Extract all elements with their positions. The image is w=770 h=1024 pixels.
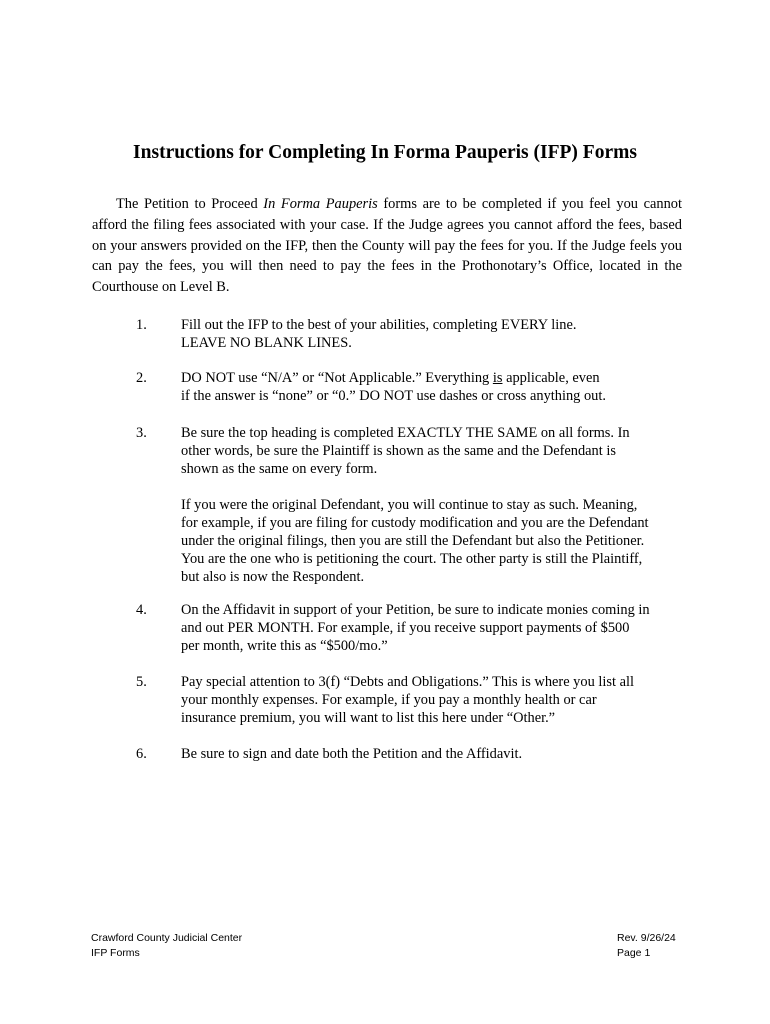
list-item-text [181, 424, 651, 586]
list-item-paragraph: If you were the original Defendant, you will continue to stay as such. Meaning, for example, if you are filing for custody modification and you are the Defendant under the original filings, then you are still the Defendant but also the Petitioner. You are the one who is petitioning the court. The other party is still the Plaintiff, but also is now the Respondent. [181, 497, 649, 585]
footer-page-number: Page 1 [617, 947, 651, 959]
intro-text-part2: forms are to be completed if you feel you cannot afford the filing fees associated with your case. If the Judge agrees you cannot afford the fees, based on your answers provided on the IFP, then the County will pay the fees for you. If the Judge feels you can pay the fees, you will then need to pay the fees in the Prothonotary’s Office, located in the Courthouse on Level B. [92, 196, 682, 296]
list-item-number: 4. [136, 602, 147, 618]
list-item-line: if the answer is “none” or “0.” DO NOT use dashes or cross anything out. [181, 388, 606, 404]
list-item-text [181, 316, 651, 352]
list-item-text [181, 369, 651, 405]
list-item-number: 3. [136, 425, 147, 441]
list-item-line: Fill out the IFP to the best of your abilities, completing EVERY line. [181, 317, 577, 333]
list-item-text: On the Affidavit in support of your Petition, be sure to indicate monies coming in and out PER MONTH. For example, if you receive support payments of $500 per month, write this as “$500/mo.” [181, 602, 650, 654]
page-title: Instructions for Completing In Forma Pauperis (IFP) Forms [133, 142, 637, 163]
list-item-text: Pay special attention to 3(f) “Debts and Obligations.” This is where you list all your monthly expenses. For example, if you pay a monthly health or car insurance premium, you will want to list this here under “Other.” [181, 674, 634, 726]
list-item-text: Be sure to sign and date both the Petition and the Affidavit. [181, 746, 523, 762]
footer-form-name: IFP Forms [91, 947, 140, 959]
list-item-text-part2: applicable, even [502, 370, 600, 386]
list-item-paragraph: Be sure the top heading is completed EXACTLY THE SAME on all forms. In other words, be sure the Plaintiff is shown as the same and the Defendant is shown as the same on every form. [181, 425, 630, 477]
list-item-number: 6. [136, 746, 147, 762]
list-item-line [181, 369, 651, 387]
footer-revision: Rev. 9/26/24 [617, 932, 676, 944]
footer-organization: Crawford County Judicial Center [91, 932, 243, 944]
underlined-word: is [492, 370, 503, 386]
intro-text-part1: The Petition to Proceed [116, 196, 264, 212]
footer-left [91, 931, 242, 961]
intro-emphasis: In Forma Pauperis [263, 196, 378, 212]
list-item-number: 1. [136, 317, 147, 333]
list-item-text-part1: DO NOT use “N/A” or “Not Applicable.” Everything [181, 370, 493, 386]
list-item-line: LEAVE NO BLANK LINES. [181, 335, 352, 351]
list-item-number: 5. [136, 674, 147, 690]
list-item-number: 2. [136, 370, 147, 386]
footer-right [617, 931, 676, 961]
intro-paragraph [92, 194, 682, 298]
